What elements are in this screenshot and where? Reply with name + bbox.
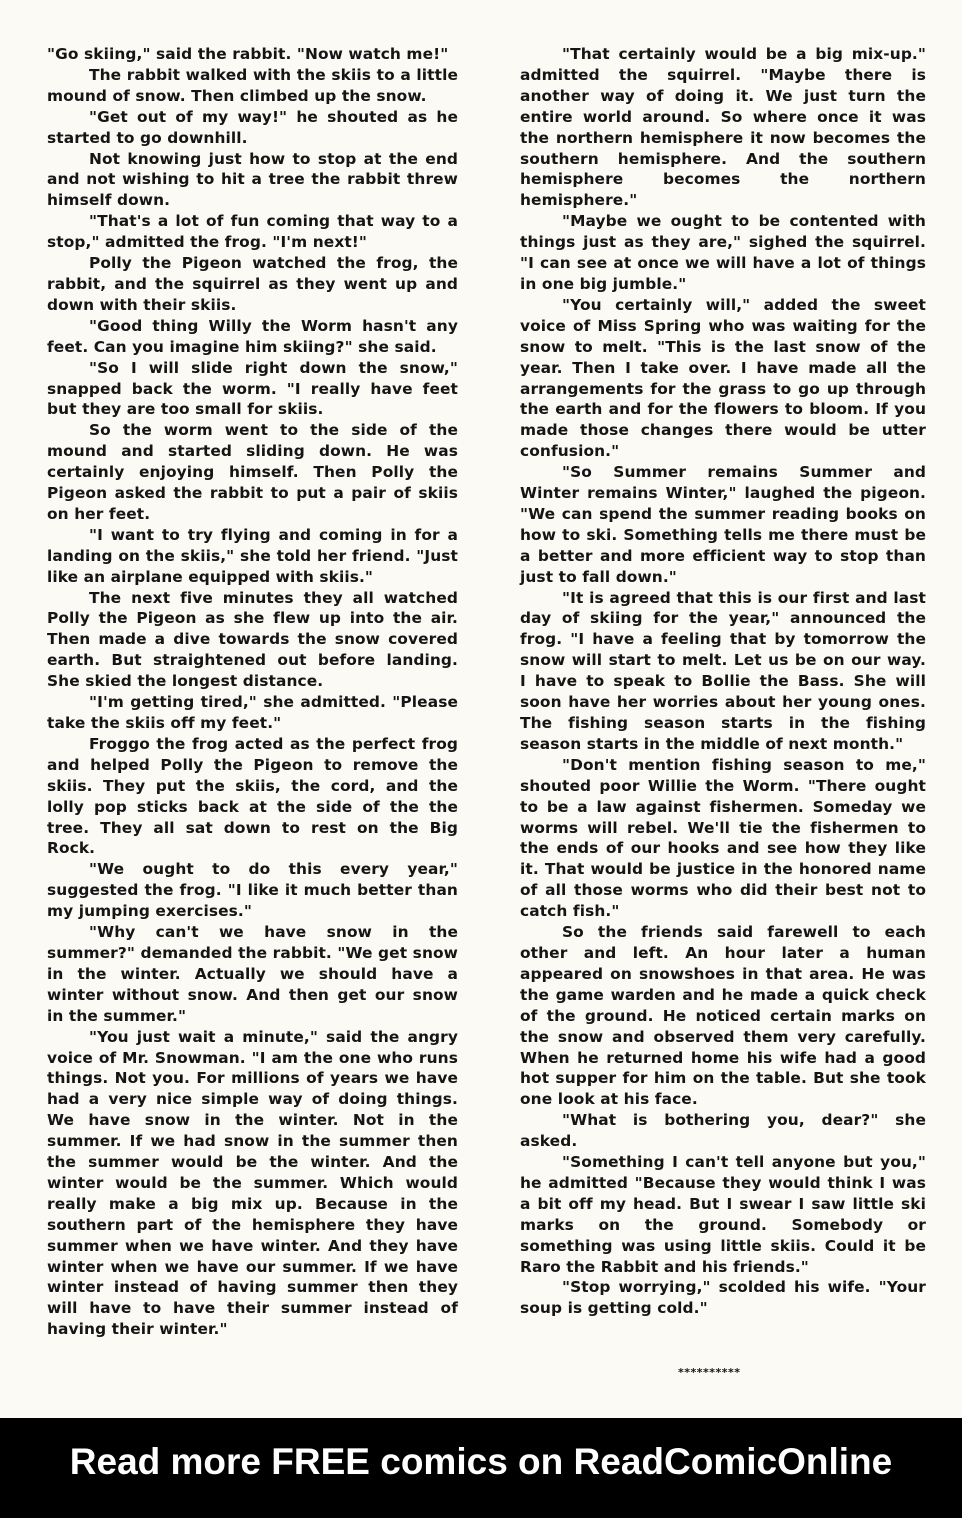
end-mark: ********** <box>678 1366 741 1379</box>
paragraph: The rabbit walked with the skiis to a little mound of snow. Then climbed up the snow. <box>47 65 458 105</box>
paragraph: "I'm getting tired," she admitted. "Please take the skiis off my feet." <box>47 693 458 732</box>
paragraph: "Maybe we ought to be contented with things just as they are," sighed the squirrel. "I can see at once we will have a lot of things in one big jumble." <box>520 212 926 293</box>
paragraph: "We ought to do this every year," suggested the frog. "I like it much better than my jumping exercises." <box>47 860 458 921</box>
promo-banner[interactable] <box>0 1418 962 1518</box>
paragraph: "You just wait a minute," said the angry voice of Mr. Snowman. "I am the one who runs things. Not you. For millions of years we have had a very nice simple way of doing things. We have snow in the winter. Not in the summer. If we had snow in the summer then the summer would be the winter. And the winter would be the summer. Which would really make a big mix up. Because in the southern part of the hemisphere they have summer when we have winter. And they have winter when we have our summer. If we have winter instead of having summer then they will have to have their summer instead of having their winter." <box>47 1027 458 1339</box>
paragraph: "Good thing Willy the Worm hasn't any feet. Can you imagine him skiing?" she said. <box>47 316 458 356</box>
paragraph: "What is bothering you, dear?" she asked. <box>520 1111 926 1151</box>
paragraph: Not knowing just how to stop at the end and not wishing to hit a tree the rabbit threw himself down. <box>47 149 458 210</box>
paragraph: "That certainly would be a big mix-up." admitted the squirrel. "Maybe there is another way of doing it. We just turn the entire world around. So where once it was the northern hemisphere it now becomes the southern hemisphere. And the southern hemisphere becomes the northern hemisphere." <box>520 45 926 210</box>
paragraph: "Don't mention fishing season to me," shouted poor Willie the Worm. "There ought to be a law against fishermen. Someday we worms will rebel. We'll tie the fishermen to the ends of our hooks and see how they like it. That would be justice in the honored name of all those worms who did their best not to catch fish." <box>520 755 926 921</box>
paragraph: "Something I can't tell anyone but you," he admitted "Because they would think I was a bit off my head. But I swear I saw little ski marks on the ground. Somebody or something was using little skiis. Could it be Raro the Rabbit and his friends." <box>520 1153 926 1276</box>
paragraph: "So I will slide right down the snow," snapped back the worm. "I really have feet but they are too small for skiis. <box>47 358 458 419</box>
paragraph: "Get out of my way!" he shouted as he started to go downhill. <box>47 107 458 147</box>
left-text-column <box>47 44 458 1340</box>
paragraph: "Stop worrying," scolded his wife. "Your soup is getting cold." <box>520 1278 926 1318</box>
paragraph: "It is agreed that this is our first and last day of skiing for the year," announced the frog. "I have a feeling that by tomorrow the snow will start to melt. Let us be on our way. I have to speak to Bollie the Bass. She will soon have her worries about her young ones. The fishing season starts in the fishing season starts in the middle of next month." <box>520 588 926 753</box>
promo-banner-text[interactable]: Read more FREE comics on ReadComicOnline <box>69 1441 893 1482</box>
paragraph: "So Summer remains Summer and Winter remains Winter," laughed the pigeon. "We can spend the summer reading books on how to ski. Something tells me there must be a better and more efficient way to stop than just to fall down." <box>520 463 926 586</box>
paragraph: So the worm went to the side of the mound and started sliding down. He was certainly enjoying himself. Then Polly the Pigeon asked the rabbit to put a pair of skiis on her feet. <box>47 421 458 523</box>
paragraph: The next five minutes they all watched Polly the Pigeon as she flew up into the air. Then made a dive towards the snow covered earth. But straightened out before landing. She skied the longest distance. <box>47 588 458 691</box>
paragraph: So the friends said farewell to each other and left. An hour later a human appeared on snowshoes in that area. He was the game warden and he made a quick check of the ground. He noticed certain marks on the snow and observed them very carefully. When he returned home his wife had a good hot supper for him on the table. But she took one look at his face. <box>520 923 926 1109</box>
paragraph: "You certainly will," added the sweet voice of Miss Spring who was waiting for the snow to melt. "This is the last snow of the year. Then I take over. I have made all the arrangements for the grass to go up through the earth and for the flowers to bloom. If you made those changes there would be utter confusion." <box>520 295 926 461</box>
paragraph: Polly the Pigeon watched the frog, the rabbit, and the squirrel as they went up and down with their skiis. <box>47 254 458 314</box>
paragraph: "I want to try flying and coming in for a landing on the skiis," she told her friend. "Just like an airplane equipped with skiis." <box>47 525 458 586</box>
paragraph: Froggo the frog acted as the perfect frog and helped Polly the Pigeon to remove the skiis. They put the skiis, the cord, and the lolly pop sticks back at the side of the the tree. They all sat down to rest on the Big Rock. <box>47 734 458 858</box>
paragraph: "That's a lot of fun coming that way to a stop," admitted the frog. "I'm next!" <box>47 212 458 252</box>
right-text-column <box>520 44 926 1319</box>
paragraph: "Go skiing," said the rabbit. "Now watch me!" <box>47 45 449 63</box>
paragraph: "Why can't we have snow in the summer?" demanded the rabbit. "We get snow in the winter. Actually we should have a winter without snow. And then get our snow in the summer." <box>47 923 458 1025</box>
